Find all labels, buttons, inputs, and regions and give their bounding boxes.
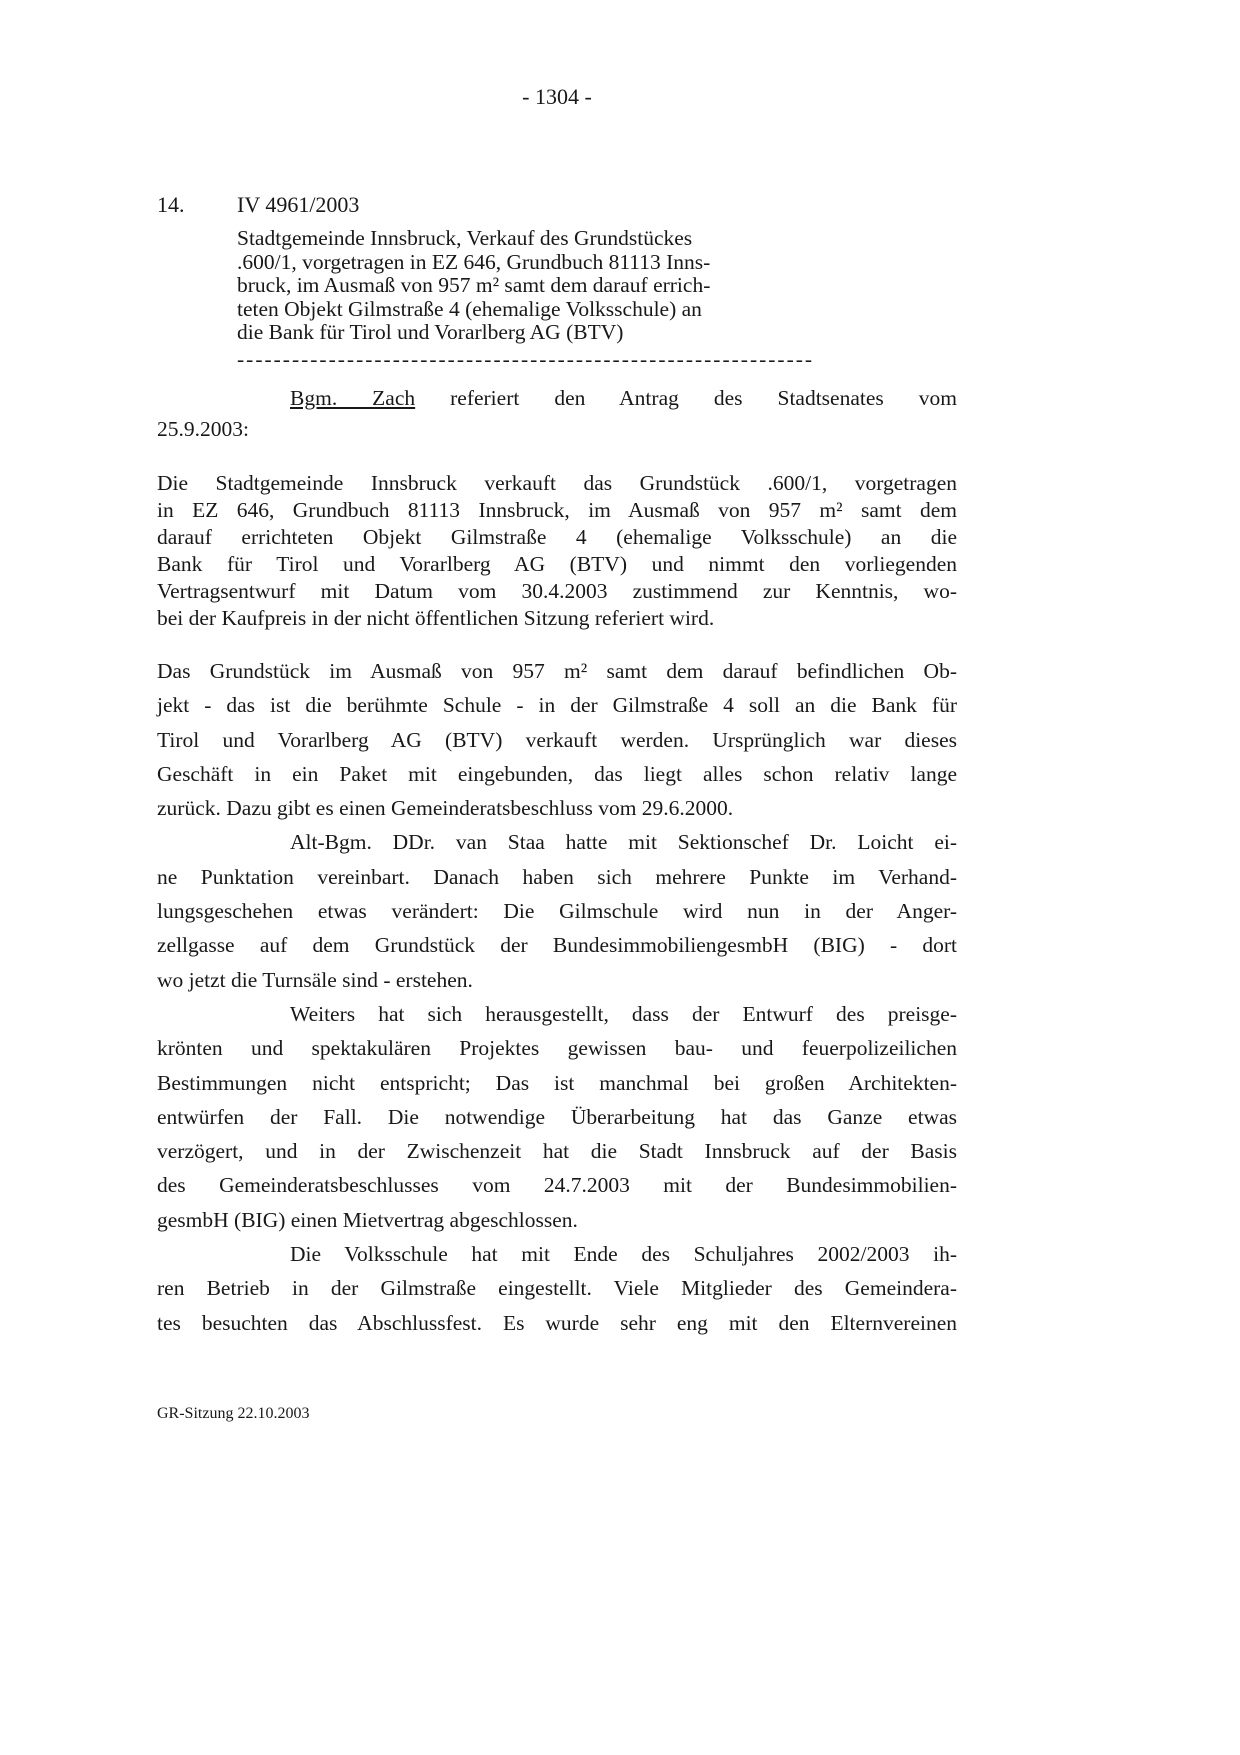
text-line: ren Betrieb in der Gilmstraße eingestellt. Viele Mitglieder des Gemeindera-: [157, 1276, 957, 1301]
text-line: Vertragsentwurf mit Datum vom 30.4.2003 zustimmend zur Kenntnis, wo-: [157, 578, 957, 603]
text-line: Bestimmungen nicht entspricht; Das ist manchmal bei großen Architekten-: [157, 1070, 957, 1095]
paragraph: [157, 654, 957, 825]
referent-date-line: 25.9.2003:: [157, 416, 249, 441]
text-line: ne Punktation vereinbart. Danach haben sich mehrere Punkte im Verhand-: [157, 864, 957, 889]
referent-line: [157, 383, 957, 414]
text-line: zellgasse auf dem Grundstück der BundesimmobiliengesmbH (BIG) - dort: [157, 933, 957, 958]
text-line: Das Grundstück im Ausmaß von 957 m² samt dem darauf befindlichen Ob-: [157, 659, 957, 683]
motion-paragraph: [157, 470, 957, 631]
text-line: Tirol und Vorarlberg AG (BTV) verkauft werden. Ursprünglich war dieses: [157, 727, 957, 752]
text-line: tes besuchten das Abschlussfest. Es wurde sehr eng mit den Elternvereinen: [157, 1310, 957, 1335]
text-line: Alt-Bgm. DDr. van Staa hatte mit Sektionschef Dr. Loicht ei-: [290, 830, 957, 855]
text-line: teten Objekt Gilmstraße 4 (ehemalige Volksschule) an: [237, 296, 702, 321]
text-line: jekt - das ist die berühmte Schule - in der Gilmstraße 4 soll an die Bank für: [157, 693, 957, 718]
text-line: gesmbH (BIG) einen Mietvertrag abgeschlossen.: [157, 1207, 578, 1232]
speech-block: [157, 654, 957, 1340]
agenda-item-reference: IV 4961/2003: [237, 192, 360, 217]
text-line: in EZ 646, Grundbuch 81113 Innsbruck, im Ausmaß von 957 m² samt dem: [157, 497, 957, 522]
text-line: Stadtgemeinde Innsbruck, Verkauf des Grundstückes: [237, 226, 693, 250]
agenda-item-number: 14.: [157, 192, 185, 217]
page-number: - 1304 -: [522, 84, 592, 109]
text-line: Die Stadtgemeinde Innsbruck verkauft das Grundstück .600/1, vorgetragen: [157, 471, 957, 495]
referent-block: [157, 383, 957, 444]
text-line: lungsgeschehen etwas verändert: Die Gilmschule wird nun in der Anger-: [157, 899, 957, 924]
dashed-separator: ---------------------------------------------------------------: [237, 347, 815, 371]
text-line: darauf errichteten Objekt Gilmstraße 4 (ehemalige Volksschule) an die: [157, 524, 957, 549]
text-line: des Gemeinderatsbeschlusses vom 24.7.2003 mit der Bundesimmobilien-: [157, 1173, 957, 1198]
text-line: Bank für Tirol und Vorarlberg AG (BTV) und nimmt den vorliegenden: [157, 551, 957, 576]
paragraph: [157, 997, 957, 1237]
footer-note: GR-Sitzung 22.10.2003: [157, 1405, 310, 1422]
text-line: Weiters hat sich herausgestellt, dass der Entwurf des preisge-: [290, 1001, 957, 1026]
text-line: wo jetzt die Turnsäle sind - erstehen.: [157, 967, 473, 992]
text-line: Die Volksschule hat mit Ende des Schuljahres 2002/2003 ih-: [290, 1242, 957, 1267]
text-line: .600/1, vorgetragen in EZ 646, Grundbuch 81113 Inns-: [237, 249, 711, 274]
referent-text: referiert den Antrag des Stadtsenates vom: [415, 386, 957, 410]
paragraph: [157, 1237, 957, 1340]
speaker-name: Bgm. Zach: [290, 386, 416, 410]
text-line: Geschäft in ein Paket mit eingebunden, das liegt alles schon relativ lange: [157, 761, 957, 786]
text-line: zurück. Dazu gibt es einen Gemeinderatsbeschluss vom 29.6.2000.: [157, 796, 734, 821]
paragraph: [157, 825, 957, 996]
text-line: bruck, im Ausmaß von 957 m² samt dem darauf errich-: [237, 273, 711, 297]
text-line: verzögert, und in der Zwischenzeit hat die Stadt Innsbruck auf der Basis: [157, 1139, 957, 1164]
text-line: entwürfen der Fall. Die notwendige Überarbeitung hat das Ganze etwas: [157, 1104, 957, 1129]
agenda-item-subject: [237, 227, 837, 345]
text-line: krönten und spektakulären Projektes gewissen bau- und feuerpolizeilichen: [157, 1036, 957, 1061]
text-line: bei der Kaufpreis in der nicht öffentlichen Sitzung referiert wird.: [157, 605, 715, 630]
text-line: die Bank für Tirol und Vorarlberg AG (BTV): [237, 320, 624, 344]
